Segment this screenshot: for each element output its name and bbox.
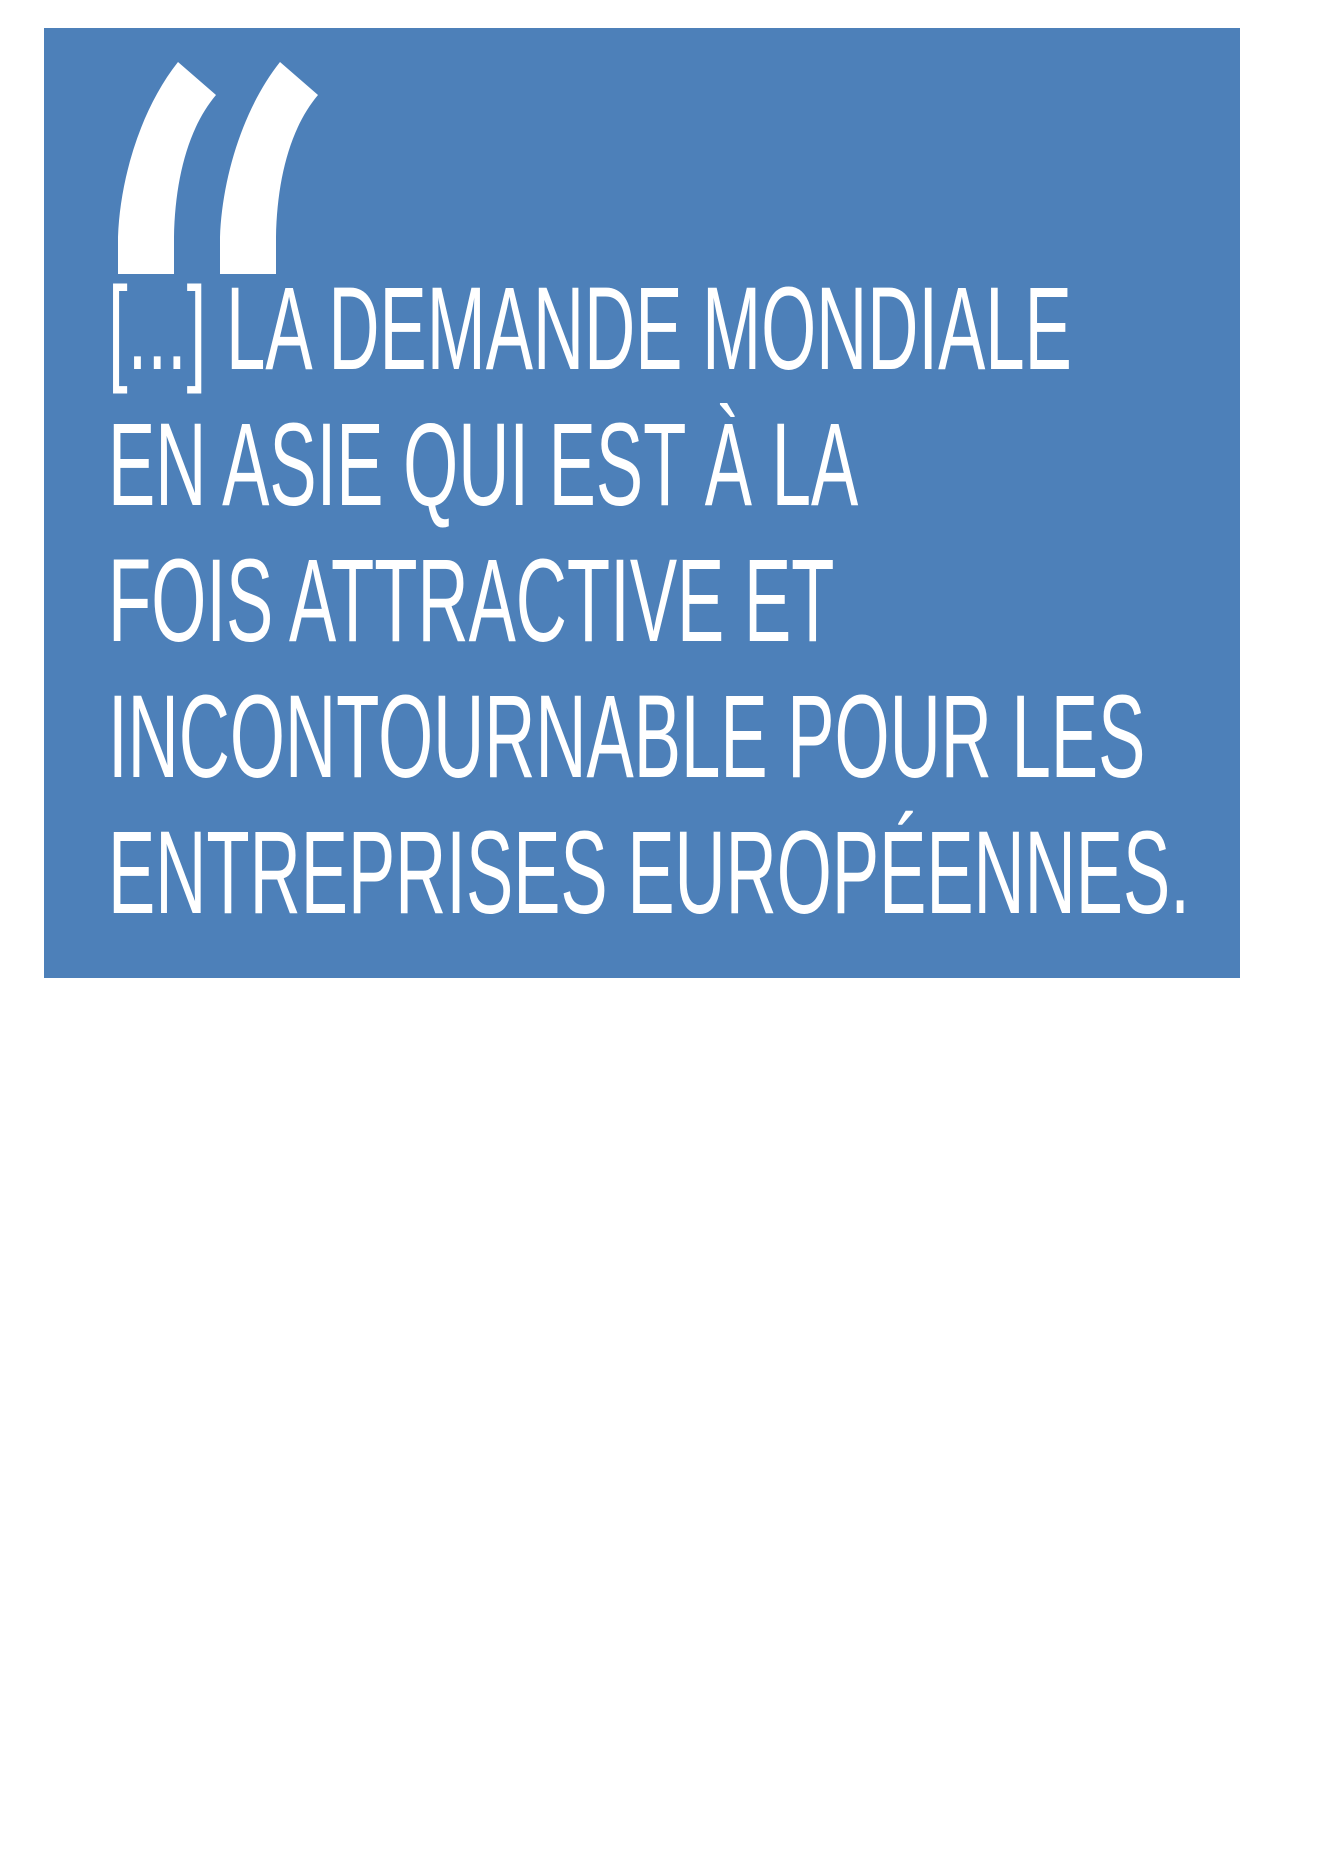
quote-line-2: EN ASIE QUI EST À LA — [108, 399, 859, 531]
quote-text — [108, 261, 1190, 941]
quote-stroke-right — [220, 62, 318, 274]
quote-line-5: ENTREPRISES EUROPÉENNES. — [108, 807, 1190, 939]
open-double-quote-icon — [118, 62, 318, 274]
quote-line-1: [...] LA DEMANDE MONDIALE — [108, 263, 1072, 395]
quote-line-3: FOIS ATTRACTIVE ET — [108, 535, 835, 667]
quote-card — [44, 28, 1240, 978]
quote-line-4: INCONTOURNABLE POUR LES — [108, 671, 1146, 803]
quote-stroke-left — [118, 62, 216, 274]
